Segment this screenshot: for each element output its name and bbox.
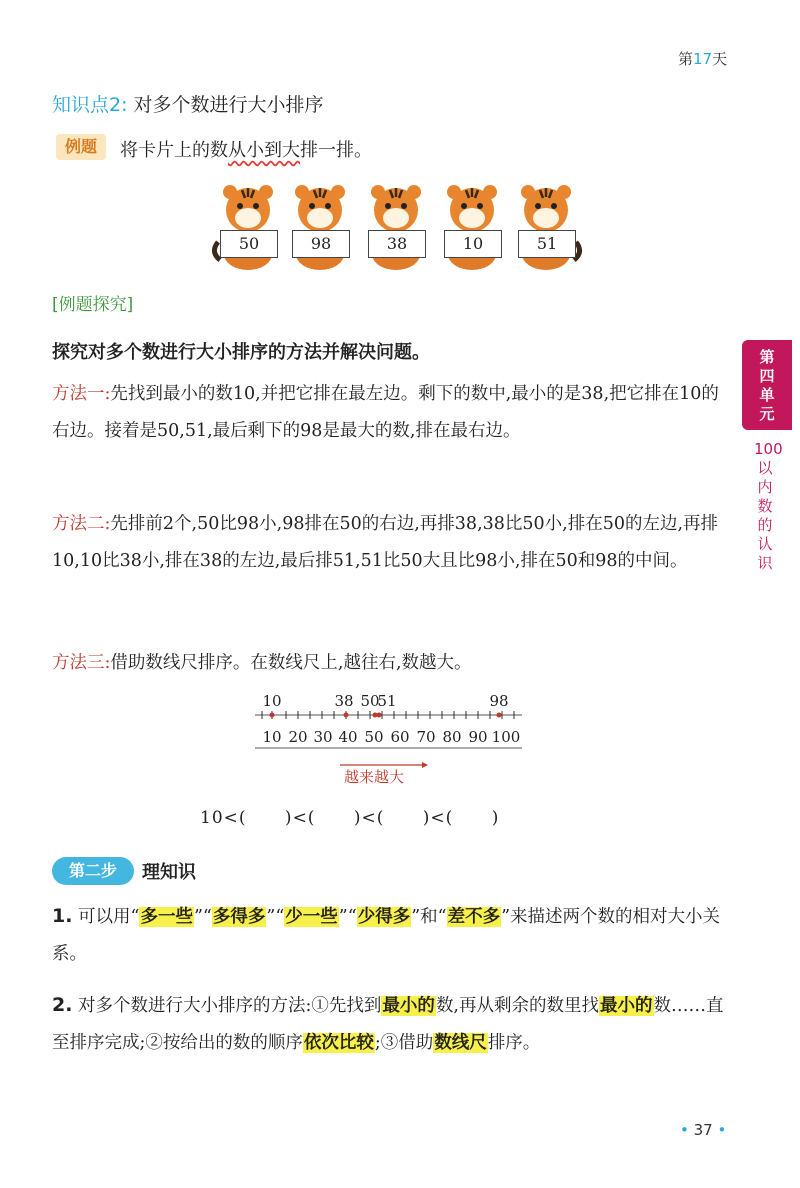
number-line-bottom-label: 80	[442, 728, 462, 746]
number-line-top-label: 51	[377, 692, 397, 710]
number-line-bottom-label: 60	[390, 728, 410, 746]
number-line-bottom-label: 20	[288, 728, 308, 746]
unit-side-tab-text: 第四单元	[759, 348, 775, 423]
day-suffix: 天	[712, 50, 728, 68]
item-text: 排序。	[487, 1033, 541, 1053]
number-line-bottom-label: 10	[262, 728, 282, 746]
number-line-bottom-label: 40	[338, 728, 358, 746]
page-dot-icon: •	[717, 1121, 727, 1139]
page-dot-icon: •	[680, 1121, 689, 1139]
explore-tag: [例题探究]	[52, 295, 134, 315]
example-text-after: 排一排。	[300, 140, 372, 161]
item-text: ”“	[338, 907, 357, 927]
knowledge-point-text: 对多个数进行大小排序	[133, 94, 324, 116]
item-text: 和“	[420, 907, 447, 927]
item-text: ”来描述两个数的相对大小关系。	[52, 907, 721, 964]
unit-side-tab	[742, 340, 792, 430]
item-text: ”	[411, 907, 421, 927]
method-two-label: 方法二:	[52, 514, 111, 534]
knowledge-point-title	[52, 90, 324, 117]
item-text: 数……直至排序完成;②按给出的数的顺序	[52, 996, 724, 1053]
method-three	[52, 645, 732, 682]
method-three-text: 借助数线尺排序。在数线尺上,越往右,数越大。	[110, 653, 472, 673]
number-card: 51	[518, 230, 576, 258]
number-line-bottom-label: 30	[313, 728, 333, 746]
number-line-bottom-label: 50	[364, 728, 384, 746]
step-badge: 第二步	[52, 857, 134, 885]
highlight-term: 最小的	[382, 996, 435, 1016]
highlight-term: 多一些	[140, 907, 193, 927]
highlight-term: 差不多	[447, 907, 501, 927]
item-text: “	[130, 907, 140, 927]
item-text: ”“	[193, 907, 212, 927]
page-number	[680, 1121, 726, 1139]
tiger-icon	[358, 182, 434, 272]
highlight-term: 依次比较	[303, 1033, 374, 1053]
explore-heading: 探究对多个数进行大小排序的方法并解决问题。	[52, 342, 430, 363]
ordering-inequality: 10<( )<( )<( )<( )	[200, 808, 500, 828]
highlight-term: 多得多	[212, 907, 266, 927]
number-line-top-label: 98	[489, 692, 509, 710]
number-card: 98	[292, 230, 350, 258]
method-two-text: 先排前2个,50比98小,98排在50的右边,再排38,38比50小,排在50的左边,再排10,10比38小,排在38的左边,最后排51,51比50大且比98小,排在50和98的中间。	[52, 514, 719, 571]
tiger-icon	[508, 182, 584, 272]
tiger-icon	[210, 182, 286, 272]
method-three-label: 方法三:	[52, 653, 111, 673]
highlight-term: 最小的	[600, 996, 653, 1016]
number-line-bottom-label: 70	[416, 728, 436, 746]
step-title: 理知识	[142, 862, 196, 883]
knowledge-item-2	[52, 987, 732, 1062]
tiger-icon	[434, 182, 510, 272]
number-line-top-label: 50	[360, 692, 380, 710]
unit-subtitle: 100以内数的认识	[754, 440, 783, 572]
item-text: ”“	[266, 907, 285, 927]
example-text-wavy: 从小到大	[228, 140, 300, 161]
number-line-bottom-label: 90	[468, 728, 488, 746]
item-text: 可以用	[78, 907, 131, 927]
knowledge-item-1	[52, 898, 732, 973]
method-one	[52, 376, 732, 450]
item-text: ;③借助	[374, 1033, 434, 1053]
number-line-arrow-label: 越来越大	[344, 768, 405, 786]
knowledge-item-number: 1.	[52, 905, 73, 927]
method-one-text: 先找到最小的数10,并把它排在最左边。剩下的数中,最小的是38,把它排在10的右边。接着是50,51,最后剩下的98是最大的数,排在最右边。	[52, 384, 719, 441]
number-line-top-label: 10	[262, 692, 282, 710]
day-number: 17	[693, 50, 713, 68]
method-two	[52, 506, 732, 580]
number-line-bottom-label: 100	[491, 728, 521, 746]
example-tag: 例题	[56, 134, 106, 160]
day-label	[678, 48, 727, 69]
highlight-term: 少一些	[285, 907, 338, 927]
number-card: 10	[444, 230, 502, 258]
number-card: 38	[368, 230, 426, 258]
item-text: 数,再从剩余的数里找	[435, 996, 599, 1016]
method-one-label: 方法一:	[52, 384, 111, 404]
number-card: 50	[220, 230, 278, 258]
number-line	[0, 690, 800, 790]
highlight-term: 数线尺	[434, 1033, 487, 1053]
item-text: 对多个数进行大小排序的方法:①先找到	[78, 996, 382, 1016]
page-number-value: 37	[693, 1121, 713, 1139]
knowledge-point-label: 知识点2:	[52, 94, 128, 116]
number-line-top-label: 38	[334, 692, 354, 710]
example-text	[120, 136, 372, 162]
day-prefix: 第	[678, 50, 694, 68]
knowledge-item-number: 2.	[52, 994, 73, 1016]
tiger-icon	[282, 182, 358, 272]
example-text-before: 将卡片上的数	[120, 140, 228, 161]
highlight-term: 少得多	[357, 907, 411, 927]
